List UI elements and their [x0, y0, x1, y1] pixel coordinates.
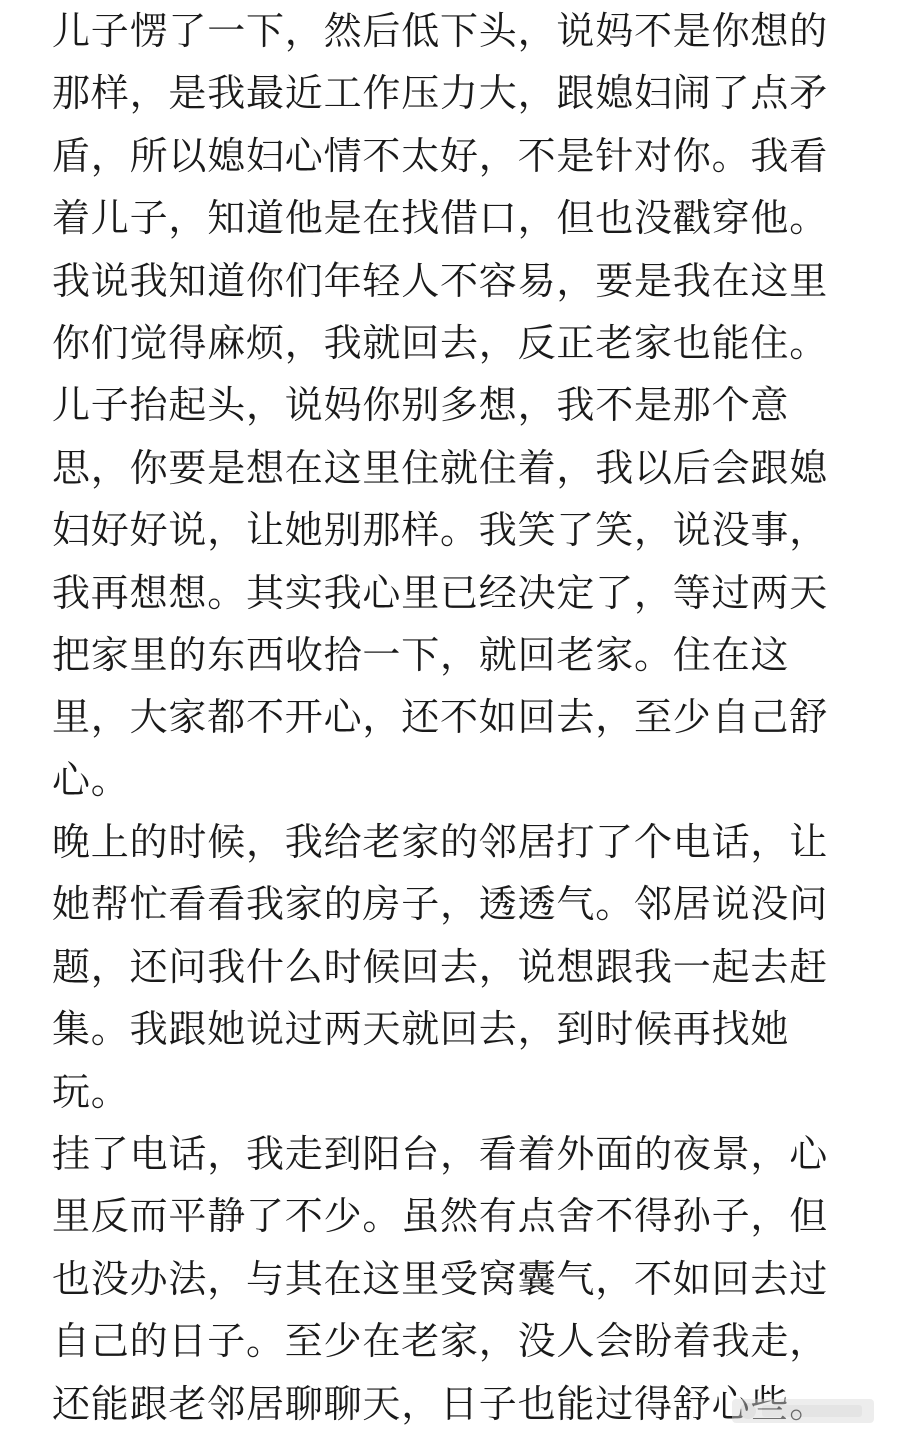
text-line-8: 思，你要是想在这里住就住着，我以后会跟媳: [52, 445, 829, 490]
text-line-21: 也没办法，与其在这里受窝囊气，不如回去过: [52, 1256, 829, 1301]
text-line-16: 题，还问我什么时候回去，说想跟我一起去赶: [52, 944, 829, 989]
text-line-1: 儿子愣了一下，然后低下头，说妈不是你想的: [52, 9, 829, 53]
text-line-11: 把家里的东西收拾一下，就回老家。住在这: [52, 632, 790, 677]
text-line-13: 心。: [52, 757, 130, 802]
article-body: [52, 0, 852, 1435]
text-line-3: 盾，所以媳妇心情不太好，不是针对你。我看: [52, 133, 829, 178]
text-line-10: 我再想想。其实我心里已经决定了，等过两天: [52, 570, 829, 615]
text-line-23: 还能跟老邻居聊聊天，日子也能过得舒心些。: [52, 1381, 829, 1426]
text-line-7: 儿子抬起头，说妈你别多想，我不是那个意: [52, 383, 790, 428]
text-line-15: 她帮忙看看我家的房子，透透气。邻居说没问: [52, 882, 829, 927]
text-line-20: 里反而平静了不少。虽然有点舍不得孙子，但: [52, 1194, 829, 1239]
text-line-17: 集。我跟她说过两天就回去，到时候再找她: [52, 1007, 790, 1052]
text-line-4: 着儿子，知道他是在找借口，但也没戳穿他。: [52, 196, 829, 241]
text-line-18: 玩。: [52, 1069, 130, 1114]
text-line-6: 你们觉得麻烦，我就回去，反正老家也能住。: [52, 320, 829, 365]
text-line-2: 那样，是我最近工作压力大，跟媳妇闹了点矛: [52, 71, 829, 116]
text-line-19: 挂了电话，我走到阳台，看着外面的夜景，心: [52, 1132, 829, 1177]
text-line-12: 里，大家都不开心，还不如回去，至少自己舒: [52, 695, 829, 740]
text-line-5: 我说我知道你们年轻人不容易，要是我在这里: [52, 258, 829, 303]
text-line-14: 晚上的时候，我给老家的邻居打了个电话，让: [52, 820, 829, 865]
text-line-22: 自己的日子。至少在老家，没人会盼着我走，: [52, 1319, 829, 1364]
watermark-logo-icon: [728, 1391, 878, 1431]
text-line-9: 妇好好说，让她别那样。我笑了笑，说没事，: [52, 508, 829, 553]
